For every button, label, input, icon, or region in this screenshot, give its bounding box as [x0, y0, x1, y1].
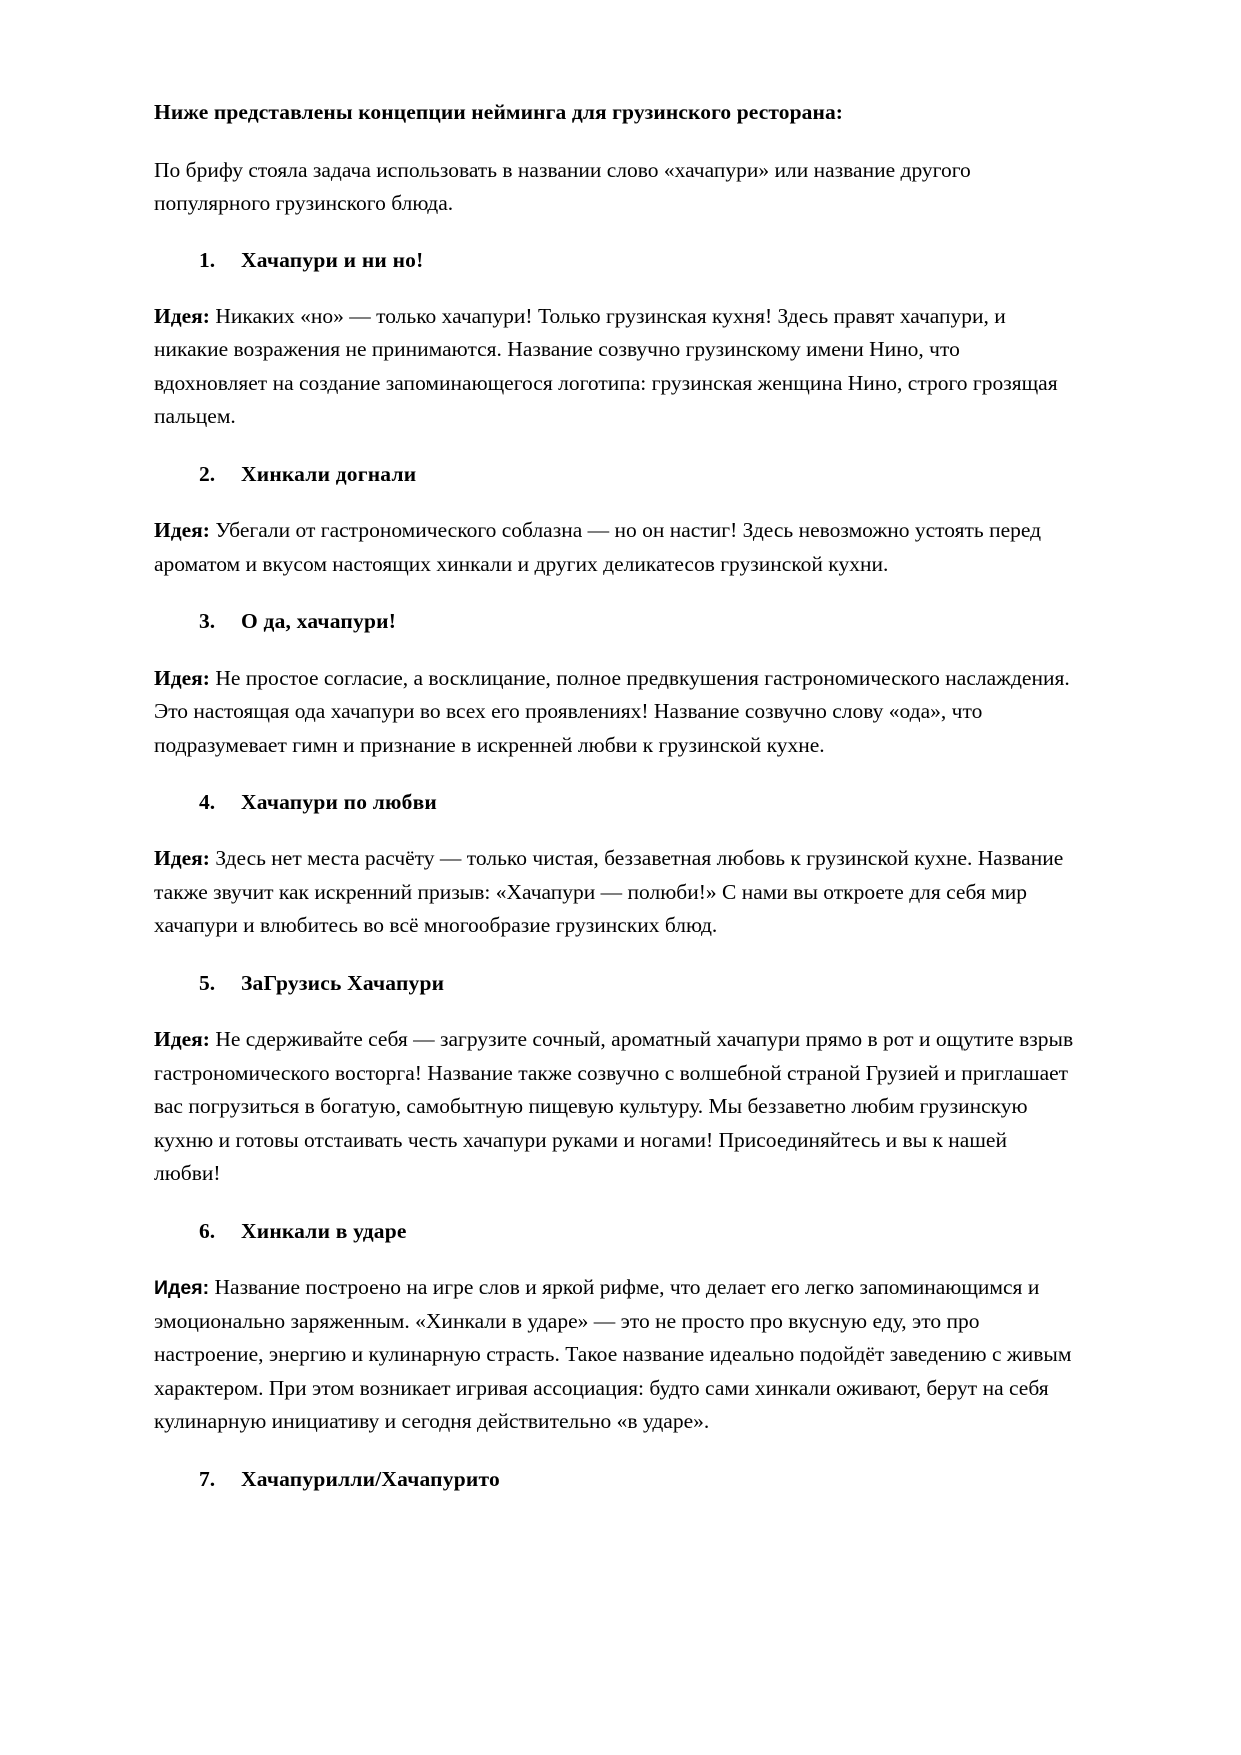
idea-label-1: Идея: [154, 303, 210, 328]
idea-label-4: Идея: [154, 846, 210, 871]
list-item-heading-1 [154, 244, 1074, 276]
list-title-1: Хачапури и ни но! [241, 247, 424, 272]
idea-paragraph-5 [154, 1023, 1074, 1191]
list-item-heading-5 [154, 967, 1074, 999]
idea-label-2: Идея: [154, 518, 210, 543]
list-item-heading-6 [154, 1215, 1074, 1247]
list-number-1: 1. [199, 247, 216, 272]
list-number-5: 5. [199, 970, 216, 995]
list-title-3: О да, хачапури! [241, 609, 397, 634]
list-title-5: ЗаГрузись Хачапури [241, 970, 445, 995]
idea-text-1: Никаких «но» — только хачапури! Только грузинская кухня! Здесь правят хачапури, и никакие возражения не принимаются. Название созвучно грузинскому имени Нино, что вдохновляет на создание запоминающегося логотипа: грузинская женщина Нино, строго грозящая пальцем. [154, 303, 1058, 429]
list-item-heading-3 [154, 605, 1074, 637]
idea-paragraph-1 [154, 300, 1074, 434]
list-item-heading-4 [154, 786, 1074, 818]
list-number-2: 2. [199, 461, 216, 486]
list-title-6: Хинкали в ударе [241, 1218, 407, 1243]
idea-text-3: Не простое согласие, а восклицание, полное предвкушения гастрономического наслаждения. Это настоящая ода хачапури во всех его проявлениях! Название созвучно слову «ода», что подразумевает гимн и признание в искренней любви к грузинской кухне. [154, 665, 1070, 757]
list-item-heading-7 [154, 1463, 1074, 1495]
idea-paragraph-6 [154, 1271, 1074, 1439]
idea-text-6: Название построено на игре слов и яркой рифме, что делает его легко запоминающимся и эмоционально заряженным. «Хинкали в ударе» — это не просто про вкусную еду, это про настроение, энергию и кулинарную страсть. Такое название идеально подойдёт заведению с живым характером. При этом возникает игривая ассоциация: будто сами хинкали оживают, берут на себя кулинарную инициативу и сегодня действительно «в ударе». [154, 1275, 1072, 1434]
idea-text-5: Не сдерживайте себя — загрузите сочный, ароматный хачапури прямо в рот и ощутите взрыв гастрономического восторга! Название также созвучно с волшебной страной Грузией и приглашает вас погрузиться в богатую, самобытную пищевую культуру. Мы беззаветно любим грузинскую кухню и готовы отстаивать честь хачапури руками и ногами! Присоединяйтесь и вы к нашей любви! [154, 1027, 1074, 1186]
idea-text-4: Здесь нет места расчёту — только чистая, беззаветная любовь к грузинской кухне. Название также звучит как искренний призыв: «Хачапури — полюби!» С нами вы откроете для себя мир хачапури и влюбитесь во всё многообразие грузинских блюд. [154, 846, 1064, 938]
idea-paragraph-4 [154, 842, 1074, 943]
idea-paragraph-2 [154, 514, 1074, 581]
list-title-7: Хачапурилли/Хачапурито [241, 1466, 500, 1491]
list-number-6: 6. [199, 1218, 216, 1243]
idea-text-2: Убегали от гастрономического соблазна — но он настиг! Здесь невозможно устоять перед ароматом и вкусом настоящих хинкали и других деликатесов грузинской кухни. [154, 518, 1042, 576]
intro-paragraph: По брифу стояла задача использовать в названии слово «хачапури» или название другого популярного грузинского блюда. [154, 158, 971, 215]
idea-label-6: Идея: [154, 1277, 210, 1300]
idea-paragraph-3 [154, 662, 1074, 763]
idea-label-5: Идея: [154, 1027, 210, 1052]
idea-label-3: Идея: [154, 665, 210, 690]
list-title-2: Хинкали догнали [241, 461, 417, 486]
list-number-4: 4. [199, 790, 216, 815]
list-number-3: 3. [199, 609, 216, 634]
list-title-4: Хачапури по любви [241, 790, 438, 815]
page-title: Ниже представлены концепции нейминга для грузинского ресторана: [154, 100, 844, 124]
document-body [154, 96, 1074, 1495]
list-item-heading-2 [154, 458, 1074, 490]
list-number-7: 7. [199, 1466, 216, 1491]
